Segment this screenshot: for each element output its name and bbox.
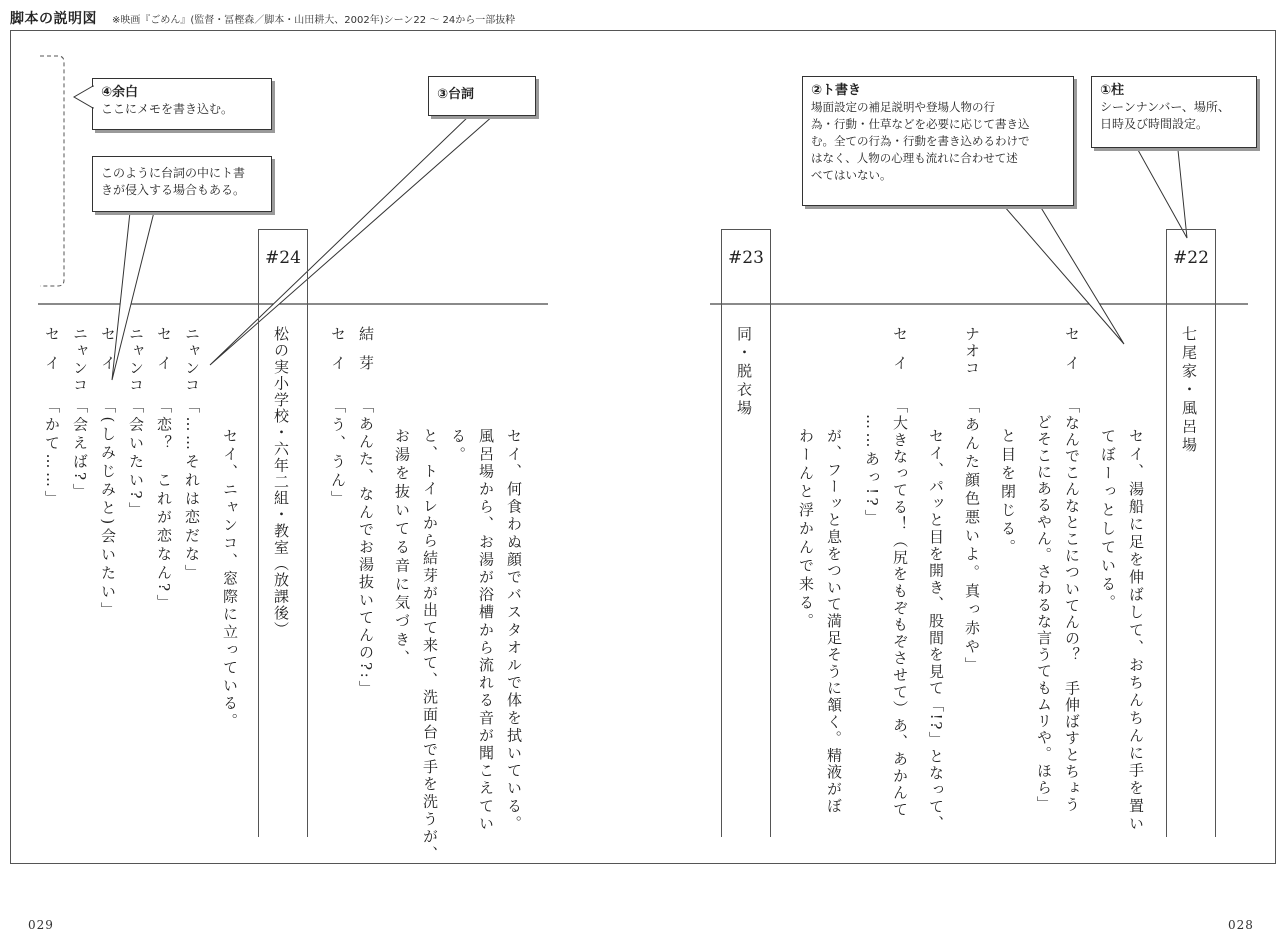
togaki-line: セイ、湯船に足を伸ばして、おちんちんに手を置い: [1127, 428, 1145, 833]
scene-23-column: [721, 229, 771, 837]
dialogue-line: 「……それは恋だな」: [183, 398, 201, 583]
scene-22-number: #22: [1173, 248, 1209, 268]
dialogue-line: 「会えば?」: [71, 398, 89, 503]
callout-yohaku: [92, 78, 272, 130]
speaker-name: セイ: [43, 326, 61, 384]
dialogue-line: ……あっ!?」: [863, 414, 881, 528]
scene-24-number: #24: [265, 248, 301, 268]
callout-togaki-text: む。全ての行為・行動を書き込めるわけで: [811, 134, 1030, 148]
speaker-name: セイ: [329, 326, 347, 384]
dialogue-line: 「あんた顔色悪いよ。真っ赤や」: [963, 398, 981, 676]
callout-togaki-text: 場面設定の補足説明や登場人物の行: [811, 100, 995, 114]
togaki-line: と目を閉じる。: [999, 428, 1017, 558]
callout-yohaku-title: ④余白: [101, 85, 139, 100]
togaki-line: お湯を抜いてる音に気づき、: [393, 428, 411, 669]
speaker-name: ニャンコ: [127, 326, 145, 394]
speaker-name: セイ: [1063, 326, 1081, 384]
speaker-name: セイ: [99, 326, 117, 384]
speaker-name: ニャンコ: [71, 326, 89, 394]
callout-yohaku-text: ここにメモを書き込む。: [101, 102, 234, 116]
togaki-line: わーんと浮かんで来る。: [797, 428, 815, 632]
callout-togaki-text: べてはいない。: [811, 168, 892, 182]
serifu-pointer: [210, 115, 494, 365]
callout-togaki-text: はなく、人物の心理も流れに合わせて述: [811, 151, 1018, 165]
speaker-name: ナオコ: [963, 326, 981, 377]
dialogue-line: どそこにあるやん。さわるな言うてもムリや。ほら」: [1035, 414, 1053, 813]
dialogue-line: 「なんでこんなとこについてんの？ 手伸ばすとちょう: [1063, 398, 1081, 813]
callout-hashira-title: ①柱: [1100, 83, 1125, 98]
hashira-pointer: [1138, 150, 1187, 238]
togaki-line: てぼーっとしている。: [1099, 428, 1117, 613]
speaker-name: 結芽: [357, 326, 375, 384]
dialogue-line: 「大きなってる！（尻をもぞもぞさせて）あ、あかんて: [891, 398, 909, 818]
page-number-left: 029: [28, 918, 54, 932]
dialogue-line: 「かて……」: [43, 398, 61, 509]
togaki-line: セイ、何食わぬ顔でバスタオルで体を拭いている。: [505, 428, 523, 833]
scene-23-number: #23: [728, 248, 764, 268]
page-number-right: 028: [1228, 918, 1254, 932]
scene-22-column: [1166, 229, 1216, 837]
page-title: 脚本の説明図: [10, 11, 97, 27]
scene-22-place: 七尾家・風呂場: [1180, 326, 1198, 456]
page-subtitle: ※映画『ごめん』(監督・冨樫森／脚本・山田耕大、2002年)シーン22 〜 24から一部抜粋: [112, 15, 516, 26]
dialogue-line: 「あんた、なんでお湯抜いてんの?:」: [357, 398, 375, 698]
togaki-line: が、フーッと息をついて満足そうに頷く。精液がぼ: [825, 428, 843, 815]
dialogue-line: 「(しみじみと)会いたい」: [99, 398, 117, 621]
speaker-name: ニャンコ: [183, 326, 201, 394]
togaki-line: セイ、パッと目を開き、股間を見て「!?」となって、: [927, 428, 945, 833]
togaki-line: セイ、ニャンコ、窓際に立っている。: [221, 428, 239, 731]
togaki-pointer: [1004, 206, 1124, 344]
dialogue-line: 「恋？ これが恋なん?」: [155, 398, 173, 614]
callout-note-text: このように台詞の中にト書: [101, 166, 246, 180]
callout-serifu: [428, 76, 536, 116]
callout-togaki: [802, 76, 1074, 206]
togaki-line: と、トイレから結芽が出て来て、洗面台で手を洗うが、: [421, 428, 439, 863]
margin-bracket: [40, 56, 64, 286]
dialogue-line: 「会いたい?」: [127, 398, 145, 521]
speaker-name: セイ: [155, 326, 173, 384]
callout-serifu-title: ③台詞: [437, 87, 475, 102]
callout-hashira-text: 日時及び時間設定。: [1100, 117, 1209, 131]
togaki-line: る。: [449, 428, 467, 465]
callout-hashira-text: シーンナンバー、場所、: [1100, 100, 1230, 114]
callout-note: [92, 156, 272, 212]
dialogue-line: 「う、うん」: [329, 398, 347, 509]
scene-24-place: 松の実小学校・六年二組・教室（放課後）: [272, 326, 290, 638]
callout-togaki-title: ②ト書き: [811, 83, 862, 98]
callout-hashira: [1091, 76, 1257, 148]
callout-note-text: きが侵入する場合もある。: [101, 183, 246, 197]
scene-23-place: 同・脱衣場: [735, 326, 753, 419]
togaki-line: 風呂場から、お湯が浴槽から流れる音が聞こえてい: [477, 428, 495, 833]
callout-togaki-text: 為・行動・仕草などを必要に応じて書き込: [811, 117, 1030, 131]
speaker-name: セイ: [891, 326, 909, 384]
